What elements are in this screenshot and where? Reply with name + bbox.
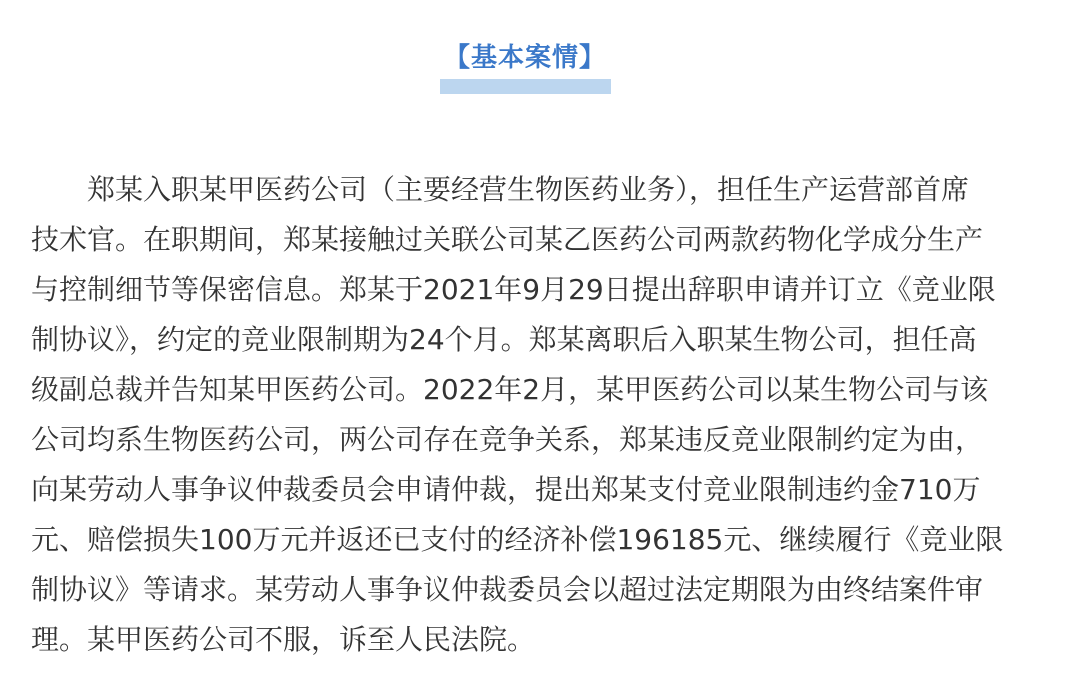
title-highlight-bar	[440, 79, 611, 94]
paragraph-text-2: 技术官。在职期间，郑某接触过关联公司某乙医药公司两款药物化学成分生产	[31, 223, 984, 256]
section-heading	[0, 0, 1076, 110]
paragraph-line-7	[31, 465, 1021, 515]
paragraph-line-1	[31, 165, 1021, 215]
paragraph-line-2	[31, 215, 1021, 265]
paragraph-line-4	[31, 315, 1021, 365]
paragraph-text-9: 制协议》等请求。某劳动人事争议仲裁委员会以超过法定期限为由终结案件审	[31, 573, 984, 606]
paragraph-text-10: 理。某甲医药公司不服，诉至人民法院。	[31, 623, 536, 656]
paragraph-text-7: 向某劳动人事争议仲裁委员会申请仲裁，提出郑某支付竞业限制违约金710万	[31, 473, 981, 506]
paragraph-text-1: 郑某入职某甲医药公司（主要经营生物医药业务），担任生产运营部首席	[87, 173, 970, 206]
section-title: 【基本案情】	[443, 43, 606, 73]
paragraph-text-5: 级副总裁并告知某甲医药公司。2022年2月，某甲医药公司以某生物公司与该	[31, 373, 989, 406]
paragraph-line-9	[31, 565, 1021, 615]
case-description	[31, 165, 1021, 665]
paragraph-text-4: 制协议》，约定的竞业限制期为24个月。郑某离职后入职某生物公司，担任高	[31, 323, 977, 356]
paragraph-text-3: 与控制细节等保密信息。郑某于2021年9月29日提出辞职申请并订立《竞业限	[31, 273, 996, 306]
paragraph-text-8: 元、赔偿损失100万元并返还已支付的经济补偿196185元、继续履行《竞业限	[31, 523, 1004, 556]
paragraph-line-10	[31, 615, 1021, 665]
paragraph-line-8	[31, 515, 1021, 565]
paragraph-line-6	[31, 415, 1021, 465]
paragraph-line-5	[31, 365, 1021, 415]
paragraph-text-6: 公司均系生物医药公司，两公司存在竞争关系，郑某违反竞业限制约定为由，	[31, 423, 984, 456]
paragraph-line-3	[31, 265, 1021, 315]
